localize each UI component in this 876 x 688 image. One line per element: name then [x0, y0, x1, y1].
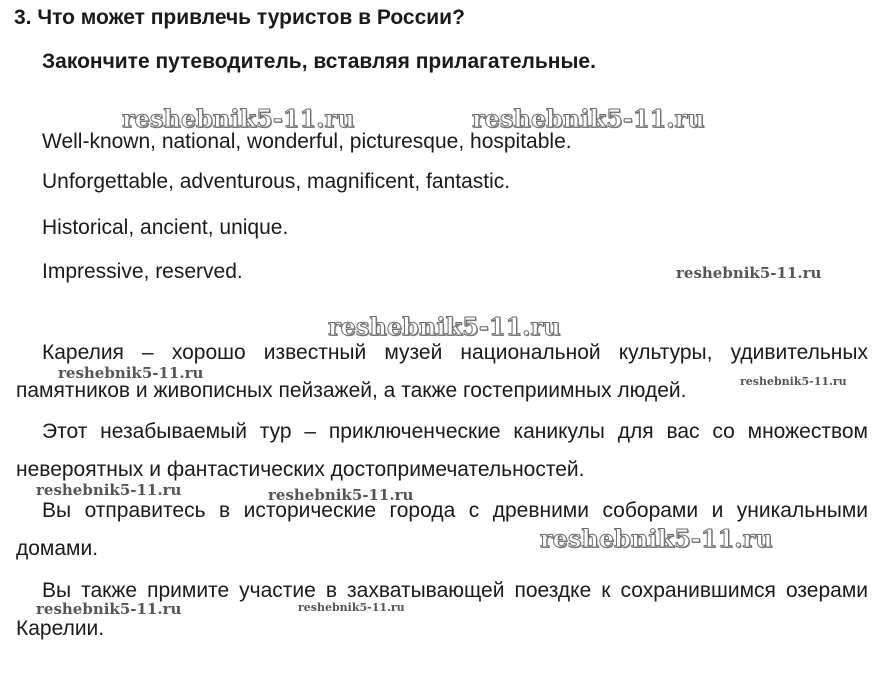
watermark: reshebnik5-11.ru [328, 312, 561, 341]
watermark: reshebnik5-11.ru [58, 364, 204, 382]
guide-paragraph: Вы отправитесь в исторические города с древними соборами и уникальными домами. [16, 499, 868, 560]
watermark: reshebnik5-11.ru [298, 601, 405, 614]
watermark: reshebnik5-11.ru [472, 104, 705, 133]
task-title: 3. Что может привлечь туристов в России? [14, 6, 465, 29]
task-instruction: Закончите путеводитель, вставляя прилагательные. [42, 50, 596, 73]
watermark: reshebnik5-11.ru [36, 481, 182, 499]
adjective-line: Unforgettable, adventurous, magnificent, fantastic. [42, 170, 511, 193]
watermark: reshebnik5-11.ru [268, 486, 414, 504]
guide-paragraph: Карелия – хорошо известный музей национальной культуры, удивительных памятников и живописных пейзажей, а также гостеприимных людей. [16, 341, 868, 402]
guide-paragraph: Вы также примите участие в захватывающей поездке к сохранившимся озерами Карелии. [16, 579, 868, 640]
watermark: reshebnik5-11.ru [740, 375, 847, 388]
watermark: reshebnik5-11.ru [676, 264, 822, 282]
adjective-line: Impressive, reserved. [42, 260, 243, 283]
guide-paragraph: Этот незабываемый тур – приключенческие каникулы для вас со множеством невероятных и фантастических достопримечательностей. [16, 420, 868, 481]
watermark: reshebnik5-11.ru [540, 524, 773, 553]
watermark: reshebnik5-11.ru [36, 600, 182, 618]
adjective-line: Historical, ancient, unique. [42, 216, 289, 239]
adjective-line: Well-known, national, wonderful, picturesque, hospitable. [42, 130, 572, 153]
watermark: reshebnik5-11.ru [122, 104, 355, 133]
